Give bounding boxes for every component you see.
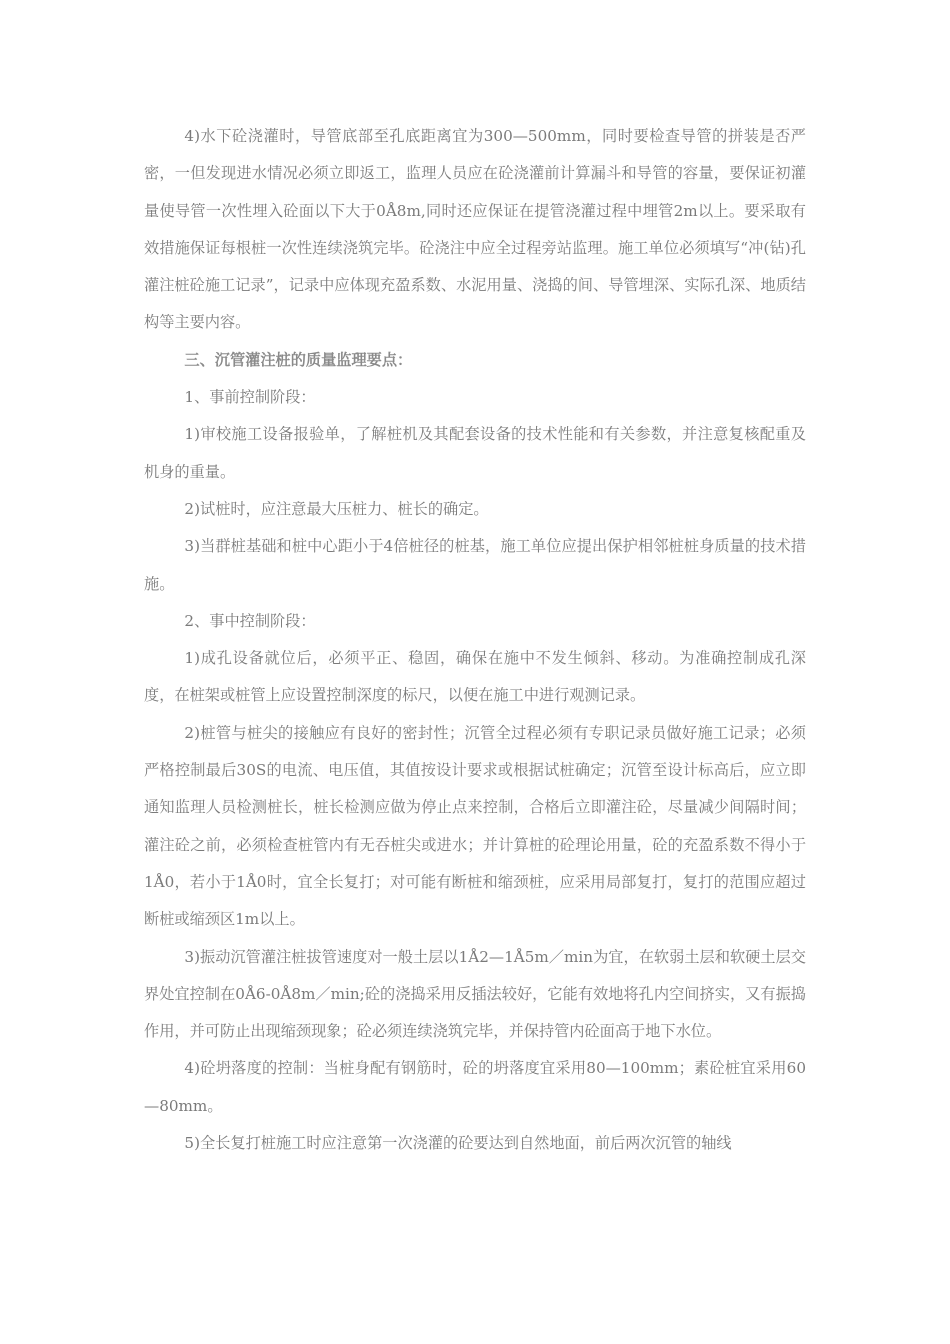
paragraph-slump-control: 4)砼坍落度的控制：当桩身配有钢筋时，砼的坍落度宜采用80—100mm；素砼桩宜采用60—80mm。 bbox=[144, 1059, 806, 1115]
paragraph-pile-group: 3)当群桩基础和桩中心距小于4倍桩径的桩基，施工单位应提出保护相邻桩桩身质量的技术措施。 bbox=[144, 537, 806, 593]
subheading-pre-control: 1、事前控制阶段： bbox=[184, 388, 316, 407]
subheading-in-process-control: 2、事中控制阶段： bbox=[184, 611, 316, 630]
document-body bbox=[144, 118, 806, 1162]
paragraph-equipment-review: 1)审校施工设备报验单，了解桩机及其配套设备的技术性能和有关参数，并注意复核配重及机身的重量。 bbox=[144, 425, 806, 481]
paragraph-pile-tube-sealing: 2)桩管与桩尖的接触应有良好的密封性；沉管全过程必须有专职记录员做好施工记录；必须严格控制最后30S的电流、电压值，其值按设计要求或根据试桩确定；沉管至设计标高后，应立即通知监理人员检测桩长，桩长检测应做为停止点来控制，合格后立即灌注砼，尽量减少间隔时间；灌注砼之前，必须检查桩管内有无吞桩尖或进水；并计算桩的砼理论用量，砼的充盈系数不得小于1Å0，若小于1Å0时，宜全长复打；对可能有断桩和缩颈桩，应采用局部复打，复打的范围应超过断桩或缩颈区1m以上。 bbox=[144, 723, 806, 929]
section-heading-sunk-tube-pile: 三、沉管灌注桩的质量监理要点： bbox=[184, 350, 413, 369]
paragraph-equipment-positioning: 1)成孔设备就位后，必须平正、稳固，确保在施中不发生倾斜、移动。为准确控制成孔深度，在桩架或桩管上应设置控制深度的标尺，以便在施工中进行观测记录。 bbox=[144, 649, 806, 705]
paragraph-extraction-speed: 3)振动沉管灌注桩拔管速度对一般土层以1Å2—1Å5m／min为宜，在软弱土层和软硬土层交界处宜控制在0Å6-0Å8m／min;砼的浇捣采用反插法较好，它能有效地将孔内空间挤实，又有振捣作用，并可防止出现缩颈现象；砼必须连续浇筑完毕，并保持管内砼面高于地下水位。 bbox=[144, 947, 806, 1041]
paragraph-underwater-concrete: 4)水下砼浇灌时，导管底部至孔底距离宜为300—500mm，同时要检查导管的拼装是否严密，一但发现进水情况必须立即返工，监理人员应在砼浇灌前计算漏斗和导管的容量，要保证初灌量使导管一次性埋入砼面以下大于0Å8m,同时还应保证在提管浇灌过程中埋管2m以上。要采取有效措施保证每根桩一次性连续浇筑完毕。砼浇注中应全过程旁站监理。施工单位必须填写“冲(钻)孔灌注桩砼施工记录”，记录中应体现充盈系数、水泥用量、浇捣的间、导管埋深、实际孔深、地质结构等主要内容。 bbox=[144, 127, 806, 332]
paragraph-test-pile: 2)试桩时，应注意最大压桩力、桩长的确定。 bbox=[184, 499, 489, 518]
paragraph-full-length-redrive: 5)全长复打桩施工时应注意第一次浇灌的砼要达到自然地面，前后两次沉管的轴线 bbox=[184, 1134, 732, 1153]
